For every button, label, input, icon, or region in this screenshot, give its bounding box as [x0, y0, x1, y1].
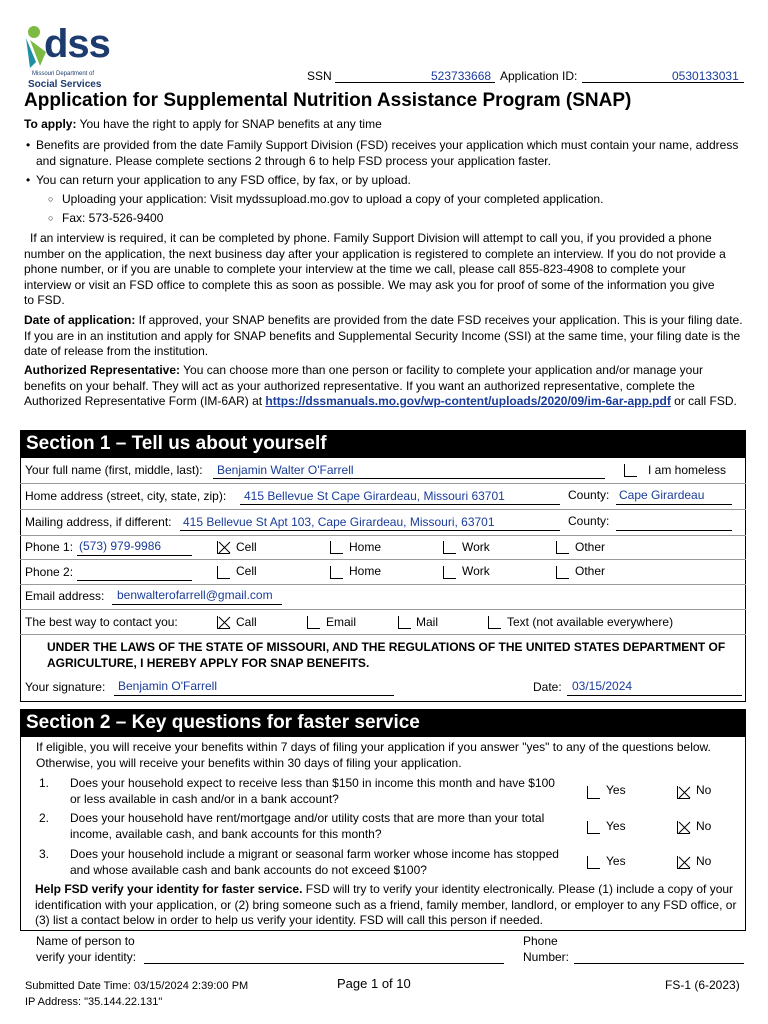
- date-value: 03/15/2024: [572, 679, 633, 693]
- homeless-label: I am homeless: [648, 463, 727, 477]
- county-value: Cape Girardeau: [619, 488, 705, 502]
- ssn-label: SSN: [307, 69, 332, 83]
- verify-name-label2: verify your identity:: [36, 950, 137, 964]
- phone1-other-label: Other: [575, 540, 606, 554]
- date-of-application: Date of application: If approved, your SNAP benefits are provided from the date FSD receives your application. This is your filing date. If you are in an institution and apply for SNAP benefits and Supplemental Security Income (SSI) at the same time, your filing date is the date of release from the institution.: [24, 313, 743, 358]
- phone2-work-label: Work: [462, 564, 490, 578]
- contact-mail-checkbox[interactable]: [398, 616, 411, 629]
- question-1-text: Does your household expect to receive less than $150 in income this month and have $100 or less available in cash and/or in a bank account?: [70, 776, 555, 806]
- section2-intro: If eligible, you will receive your benefits within 7 days of filing your application if you answer "yes" to any of the questions below. Otherwise, you will receive your benefits within 30 days of filing your application.: [36, 740, 711, 770]
- mailing-address-label: Mailing address, if different:: [25, 515, 172, 529]
- verify-phone-field[interactable]: [574, 963, 744, 964]
- question-2-no-label: No: [696, 819, 712, 833]
- section2-header: Section 2 – Key questions for faster service: [20, 709, 746, 737]
- question-2-no-checkbox[interactable]: [677, 821, 690, 834]
- question-3: [20, 847, 746, 881]
- appid-label: Application ID:: [500, 69, 578, 83]
- phone1-cell-checkbox[interactable]: [217, 541, 230, 554]
- verify-name-label1: Name of person to: [36, 934, 135, 948]
- phone2-label: Phone 2:: [25, 565, 74, 579]
- question-3-yes-label: Yes: [606, 854, 626, 868]
- question-3-no-checkbox[interactable]: [677, 856, 690, 869]
- county-label: County:: [568, 488, 610, 502]
- phone1-other-checkbox[interactable]: [556, 541, 569, 554]
- verify-phone-label2: Number:: [523, 950, 570, 964]
- question-2-number: 2.: [39, 811, 50, 825]
- submitted-datetime: Submitted Date Time: 03/15/2024 2:39:00 PM: [25, 980, 249, 992]
- contact-call-checkbox[interactable]: [217, 616, 230, 629]
- question-1-yes-checkbox[interactable]: [587, 786, 600, 799]
- contact-label: The best way to contact you:: [25, 615, 178, 629]
- home-address-label: Home address (street, city, state, zip):: [25, 489, 227, 503]
- question-2-yes-label: Yes: [606, 819, 626, 833]
- email-label: Email address:: [25, 589, 105, 603]
- section1-header: Section 1 – Tell us about yourself: [20, 430, 746, 458]
- phone2-cell-label: Cell: [236, 564, 257, 578]
- question-1-no-checkbox[interactable]: [677, 786, 690, 799]
- bullet-return: • You can return your application to any FSD office, by fax, or by upload.: [26, 173, 411, 187]
- question-3-yes-checkbox[interactable]: [587, 856, 600, 869]
- bullet-benefits: • Benefits are provided from the date Family Support Division (FSD) receives your application which must contain your name, address and signature. Please complete sections 2 through 6 to help FSD process your application faster.: [26, 138, 739, 168]
- dss-logo-line1: Missouri Department of: [32, 71, 95, 77]
- phone1-value: (573) 979-9986: [79, 539, 162, 553]
- contact-text-label: Text (not available everywhere): [507, 615, 674, 629]
- contact-text-checkbox[interactable]: [488, 616, 501, 629]
- verify-phone-label1: Phone: [523, 934, 558, 948]
- question-2-yes-checkbox[interactable]: [587, 821, 600, 834]
- mailing-address-value: 415 Bellevue St Apt 103, Cape Girardeau, Missouri, 63701: [183, 515, 495, 529]
- homeless-checkbox[interactable]: [624, 464, 637, 477]
- question-1-no-label: No: [696, 783, 712, 797]
- question-1: [20, 776, 746, 810]
- contact-email-label: Email: [326, 615, 357, 629]
- contact-mail-label: Mail: [416, 615, 439, 629]
- email-value: benwalterofarrell@gmail.com: [117, 588, 273, 602]
- phone2-other-label: Other: [575, 564, 606, 578]
- verify-identity-text: Help FSD verify your identity for faster service. FSD will try to verify your identity electronically. Please (1) include a copy of your identification with your application, or (2) bring someone such as a friend, family member, landlord, or employer to any FSD office, or (3) list a contact below in order to help us verify your identity. FSD will call this person if needed.: [35, 882, 737, 927]
- question-1-number: 1.: [39, 776, 50, 790]
- ip-address: IP Address: "35.144.22.131": [25, 996, 163, 1008]
- county2-label: County:: [568, 514, 610, 528]
- page-title: Application for Supplemental Nutrition Assistance Program (SNAP): [24, 90, 632, 111]
- signature-label: Your signature:: [25, 680, 106, 694]
- phone1-home-checkbox[interactable]: [330, 541, 343, 554]
- question-3-no-label: No: [696, 854, 712, 868]
- question-3-number: 3.: [39, 847, 50, 861]
- verify-name-field[interactable]: [144, 963, 504, 964]
- phone2-work-checkbox[interactable]: [443, 566, 456, 579]
- im6ar-link[interactable]: https://dssmanuals.mo.gov/wp-content/uploads/2020/09/im-6ar-app.pdf: [265, 394, 671, 408]
- dss-logo-line2: Social Services: [28, 79, 102, 90]
- phone1-work-label: Work: [462, 540, 490, 554]
- signature-value: Benjamin O'Farrell: [118, 679, 217, 693]
- contact-email-checkbox[interactable]: [307, 616, 320, 629]
- form-number: FS-1 (6-2023): [665, 978, 740, 992]
- sub-fax: ○ Fax: 573-526-9400: [48, 211, 164, 225]
- phone1-cell-label: Cell: [236, 540, 257, 554]
- phone2-other-checkbox[interactable]: [556, 566, 569, 579]
- contact-call-label: Call: [236, 615, 257, 629]
- appid-value: 0530133031: [672, 69, 739, 83]
- sub-upload: ○ Uploading your application: Visit mydssupload.mo.gov to upload a copy of your completed application.: [48, 192, 604, 206]
- phone1-home-label: Home: [349, 540, 382, 554]
- dss-logo: [20, 22, 110, 92]
- question-1-yes-label: Yes: [606, 783, 626, 797]
- page-number: Page 1 of 10: [337, 976, 411, 991]
- phone1-work-checkbox[interactable]: [443, 541, 456, 554]
- home-address-value: 415 Bellevue St Cape Girardeau, Missouri 63701: [244, 489, 505, 503]
- law-statement: UNDER THE LAWS OF THE STATE OF MISSOURI, AND THE REGULATIONS OF THE UNITED STATES DEPARTMENT OF AGRICULTURE, I HEREBY APPLY FOR SNAP BENEFITS.: [47, 640, 726, 670]
- full-name-value: Benjamin Walter O'Farrell: [217, 463, 354, 477]
- to-apply: To apply: You have the right to apply for SNAP benefits at any time: [24, 117, 382, 131]
- full-name-label: Your full name (first, middle, last):: [25, 463, 203, 477]
- phone2-home-label: Home: [349, 564, 382, 578]
- dss-logo-text: dss: [44, 22, 110, 66]
- interview-text: If an interview is required, it can be completed by phone. Family Support Division will attempt to call you, if you provided a phone number on the application, the next business day after your application is registered to complete an interview. If you do not provide a phone number, or if you are unable to complete your interview at the time we call, please call 855-823-4908 to complete your interview or visit an FSD office to complete this as soon as possible. We may ask you for proof of some of the information you give to FSD.: [24, 231, 726, 307]
- date-label: Date:: [533, 680, 562, 694]
- question-2-text: Does your household have rent/mortgage and/or utility costs that are more than your total income, available cash, and bank accounts for this month?: [70, 811, 545, 841]
- question-2: [20, 811, 746, 845]
- authorized-rep: Authorized Representative: You can choose more than one person or facility to complete your application and/or manage your benefits on your behalf. They will act as your authorized representative. If you want an authorized representative, complete the Authorized Representative Form (IM-6AR) at https://dssmanuals.mo.gov/wp-content/uploads/2020/09/im-6ar-app.pdf or call FSD.: [24, 363, 737, 408]
- ssn-value: 523733668: [431, 69, 492, 83]
- question-3-text: Does your household include a migrant or seasonal farm worker whose income has stopped and whose available cash and bank accounts do not exceed $100?: [70, 847, 559, 877]
- phone2-cell-checkbox[interactable]: [217, 566, 230, 579]
- phone1-label: Phone 1:: [25, 540, 74, 554]
- phone2-home-checkbox[interactable]: [330, 566, 343, 579]
